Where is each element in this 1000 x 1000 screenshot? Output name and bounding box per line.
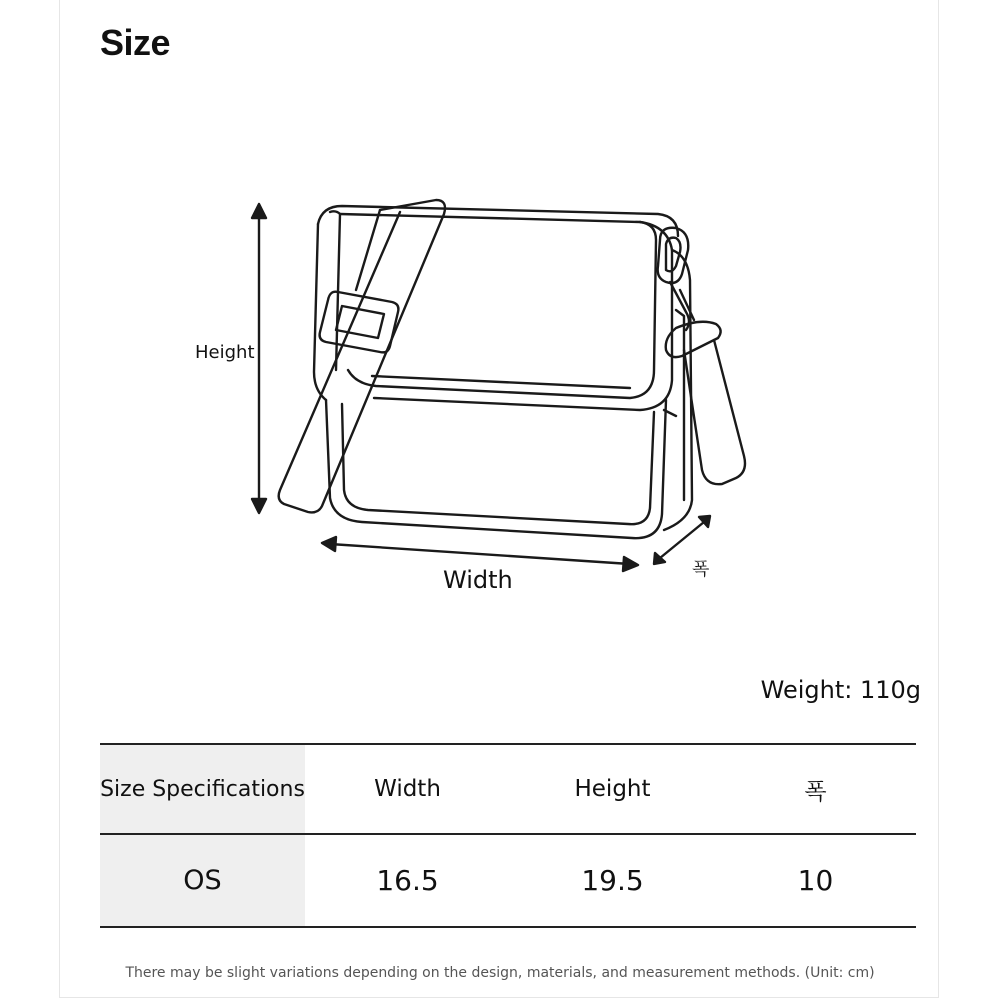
bag-strap xyxy=(279,200,445,512)
cell-height: 19.5 xyxy=(581,864,644,897)
size-spec-table xyxy=(100,743,916,928)
cell-depth: 10 xyxy=(797,864,834,897)
cell-width: 16.5 xyxy=(376,864,439,897)
height-label: Height xyxy=(195,342,255,363)
bag-clip xyxy=(658,228,745,484)
width-label: Width xyxy=(443,566,513,594)
header-depth: 폭 xyxy=(804,778,827,805)
header-size-specifications: Size Specifications xyxy=(100,744,305,834)
header-width: Width xyxy=(374,776,441,802)
weight-text: Weight: 110g xyxy=(760,676,921,704)
depth-label: 폭 xyxy=(692,559,710,580)
header-height: Height xyxy=(574,776,651,802)
page-title: Size xyxy=(100,22,171,63)
footnote: There may be slight variations depending on the design, materials, and measurement methods. (Unit: cm) xyxy=(125,965,875,981)
cell-size: OS xyxy=(100,834,305,927)
table-header-row xyxy=(100,744,916,834)
table-row xyxy=(100,834,916,927)
bag-body xyxy=(314,206,692,538)
bag-illustration xyxy=(180,180,800,620)
